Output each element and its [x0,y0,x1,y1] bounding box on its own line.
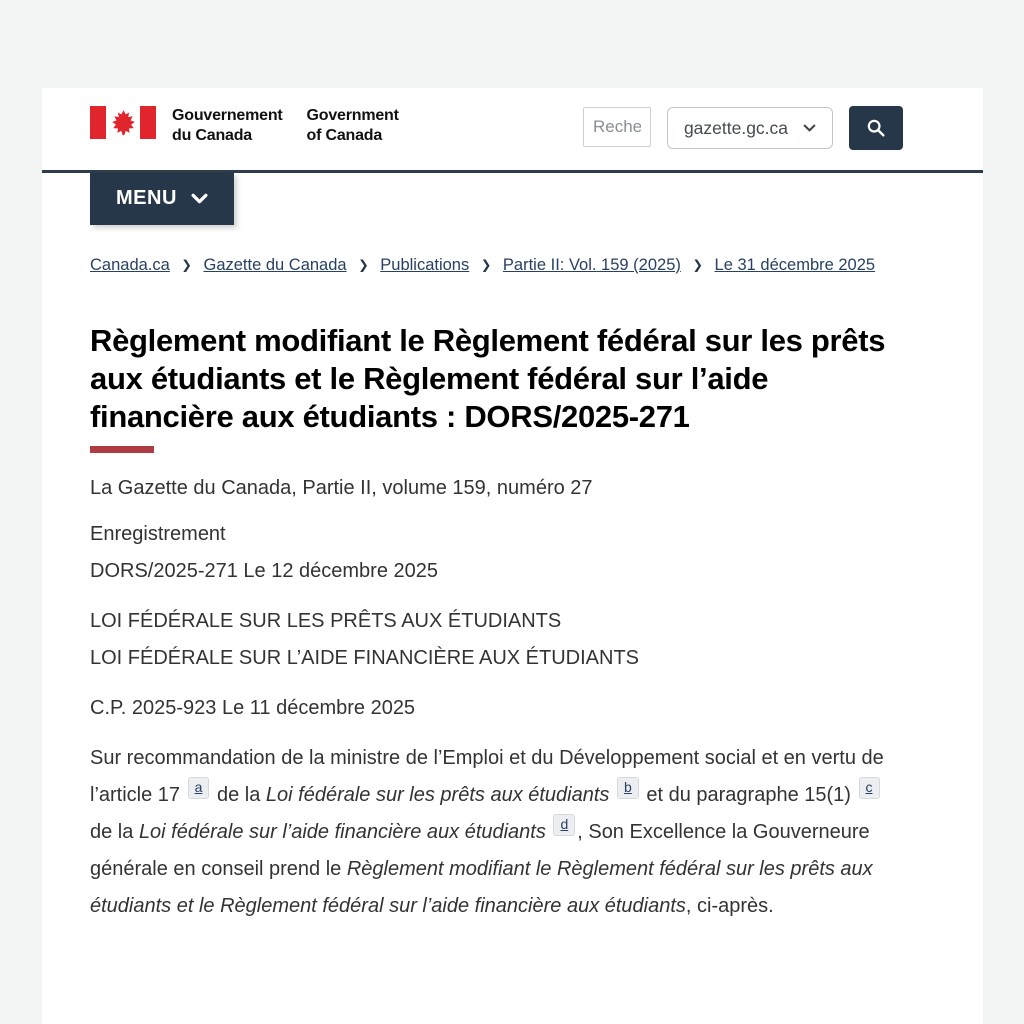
italic-law-title: Loi fédérale sur les prêts aux étudiants [265,784,610,807]
paragraph-text [546,821,552,843]
registration-block: Enregistrement DORS/2025-271 Le 12 décembre 2025 [90,523,439,583]
wordmark-english: Government of Canada [306,107,399,144]
breadcrumb-separator-icon: ❯ [480,257,492,272]
acts-block: LOI FÉDÉRALE SUR LES PRÊTS AUX ÉTUDIANTS LOI FÉDÉRALE SUR L’AIDE FINANCIÈRE AUX ÉTUDIANTS [90,610,640,670]
title-red-rule [90,446,154,453]
paragraph-text: , Son Excellence la Gouverneure générale en conseil prend le [90,821,870,881]
italic-law-title: Loi fédérale sur l’aide financière aux étudiants [138,821,546,844]
paragraph-text: Sur recommandation de la ministre de l’Emploi et du Développement social et en vertu de l’article 17 [90,747,884,807]
breadcrumb [90,253,935,278]
breadcrumb-separator-icon: ❯ [358,257,369,272]
paragraph-text [609,784,615,806]
government-of-canada-logo-link[interactable] [90,106,399,145]
paragraph-text: et du paragraphe 15(1) [640,784,857,807]
footnote-link-b[interactable]: b [624,779,632,796]
footnote-ref-b[interactable] [617,777,639,799]
canada-flag-icon [90,106,156,139]
paragraph-text: de la [211,784,266,807]
site-search [583,107,903,150]
breadcrumb-separator-icon: ❯ [181,257,192,272]
breadcrumb-link-partie-ii[interactable]: Partie II: Vol. 159 (2025) [502,256,681,274]
paragraph-text: , ci-après. [685,895,774,918]
search-input[interactable] [583,107,651,147]
footnote-ref-a[interactable] [188,777,210,799]
breadcrumb-separator-icon: ❯ [692,257,703,272]
footnote-link-a[interactable]: a [194,779,203,796]
breadcrumb-link-date[interactable]: Le 31 décembre 2025 [714,256,876,274]
paragraph-text: de la [90,821,139,844]
article [42,322,950,925]
wordmark-french: Gouvernement du Canada [172,107,283,144]
maple-leaf-icon [110,109,137,136]
breadcrumb-link-canada-ca[interactable]: Canada.ca [90,256,170,274]
recommendation-paragraph [90,740,902,925]
breadcrumb-link-gazette[interactable]: Gazette du Canada [203,256,347,274]
footnote-ref-c[interactable] [859,777,880,799]
footnote-ref-d[interactable] [553,814,575,836]
footnote-link-c[interactable]: c [865,779,873,796]
site-header [42,88,983,170]
menu-button[interactable]: MENU [90,173,234,225]
gazette-subtitle: La Gazette du Canada, Partie II, volume 159, numéro 27 [90,477,593,500]
menu-strip [42,170,983,225]
page-card [42,88,983,1024]
search-scope-select[interactable] [667,107,833,149]
breadcrumb-link-publications[interactable]: Publications [380,256,470,274]
footnote-link-d[interactable]: d [560,816,569,833]
italic-law-title: Règlement modifiant le Règlement fédéral sur les prêts aux étudiants et le Règlement fédéral sur l’aide financière aux étudiants [90,858,873,918]
chevron-down-icon [803,124,816,132]
chevron-down-icon [191,193,208,204]
order-in-council: C.P. 2025-923 Le 11 décembre 2025 [90,697,416,720]
page-title: Règlement modifiant le Règlement fédéral sur les prêts aux étudiants et le Règlement fédéral sur l’aide financière aux étudiants : DORS/2025-271 [90,322,886,434]
search-icon [865,117,887,139]
search-scope-value: gazette.gc.ca [683,117,789,138]
search-button[interactable] [849,106,903,150]
